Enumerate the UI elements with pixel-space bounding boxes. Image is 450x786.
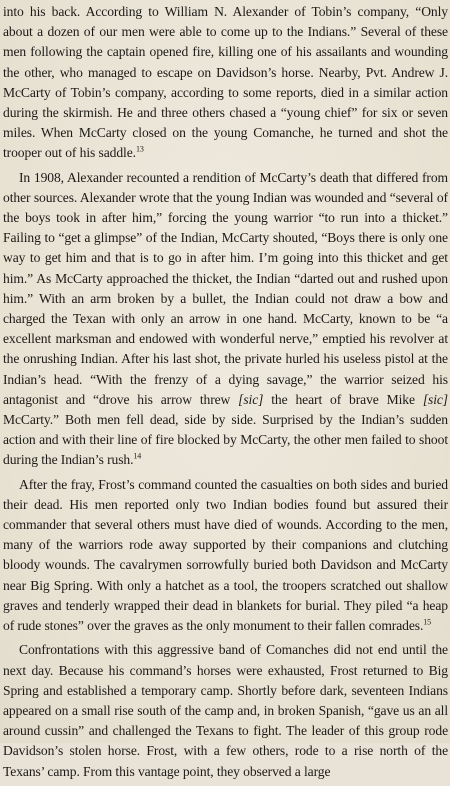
text-run: the heart of brave Mike <box>263 391 423 407</box>
body-text <box>3 2 448 786</box>
italic-run: [sic] <box>238 391 264 407</box>
paragraph-2 <box>3 168 448 471</box>
paragraph-3 <box>3 475 448 637</box>
text-run: In 1908, Alexander recounted a rendition of McCarty’s death that differed from other sources. Alexander wrote that the young Indian was wounded and “several of the boys took in after him,” forcing the young warrior “to run into a thicket.” Failing to “get a glimpse” of the Indian, McCarty shouted, “Boys there is only one way to get him and that is to go in after him. I’m going into this thicket and get him.” As McCarty approached the thicket, the Indian “darted out and rushed upon him.” With an arm broken by a bullet, the Indian could not draw a bow and charged the Texan with only an arrow in one hand. McCarty, known to be “a excellent marksman and endowed with wonderful nerve,” emptied his revolver at the onrushing Indian. After his last shot, the private hurled his useless pistol at the Indian’s head. “With the frenzy of a dying savage,” the warrior seized his antagonist and “drove his arrow threw <box>3 169 448 407</box>
footnote-marker: 14 <box>133 451 142 461</box>
text-run: Confrontations with this aggressive band of Comanches did not end until the next day. Because his command’s horses were exhausted, Frost returned to Big Spring and established a temporary camp. Shortly before dark, seventeen Indians appeared on a small rise south of the camp and, in broken Spanish, “gave us an all around cussin” and challenged the Texans to fight. The leader of this group rode Davidson’s stolen horse. Frost, with a few others, rode to a rise north of the Texans’ camp. From this vantage point, they observed a large <box>3 642 448 779</box>
text-run: After the fray, Frost’s command counted the casualties on both sides and buried their dead. His men reported only two Indian bodies found but assured their commander that several others must have died of wounds. According to the men, many of the warriors rode away supported by their companions and clutching bloody wounds. The cavalrymen sorrowfully buried both Davidson and McCarty near Big Spring. With only a hatchet as a tool, the troopers scratched out shallow graves and tenderly wrapped their dead in blankets for burial. They piled “a heap of rude stones” over the graves as the only monument to their fallen comrades. <box>3 476 448 634</box>
paragraph-1 <box>3 2 448 164</box>
footnote-marker: 13 <box>135 144 144 154</box>
text-run: McCarty.” Both men fell dead, side by side. Surprised by the Indian’s sudden action and with their line of fire blocked by McCarty, the other men failed to shoot during the Indian’s rush. <box>3 412 448 468</box>
footnote-marker: 15 <box>423 617 432 627</box>
text-run: into his back. According to William N. Alexander of Tobin’s company, “Only about a dozen of our men were able to come up to the Indians.” Several of these men following the captain opened fire, killing one of his assailants and wounding the other, who managed to escape on Davidson’s horse. Nearby, Pvt. Andrew J. McCarty of Tobin’s company, according to some reports, died in a similar action during the skirmish. He and three others chased a “young chief” for six or seven miles. When McCarty closed on the young Comanche, he turned and shot the trooper out of his saddle. <box>3 4 448 161</box>
paragraph-4 <box>3 640 448 781</box>
italic-run: [sic] <box>422 391 448 407</box>
